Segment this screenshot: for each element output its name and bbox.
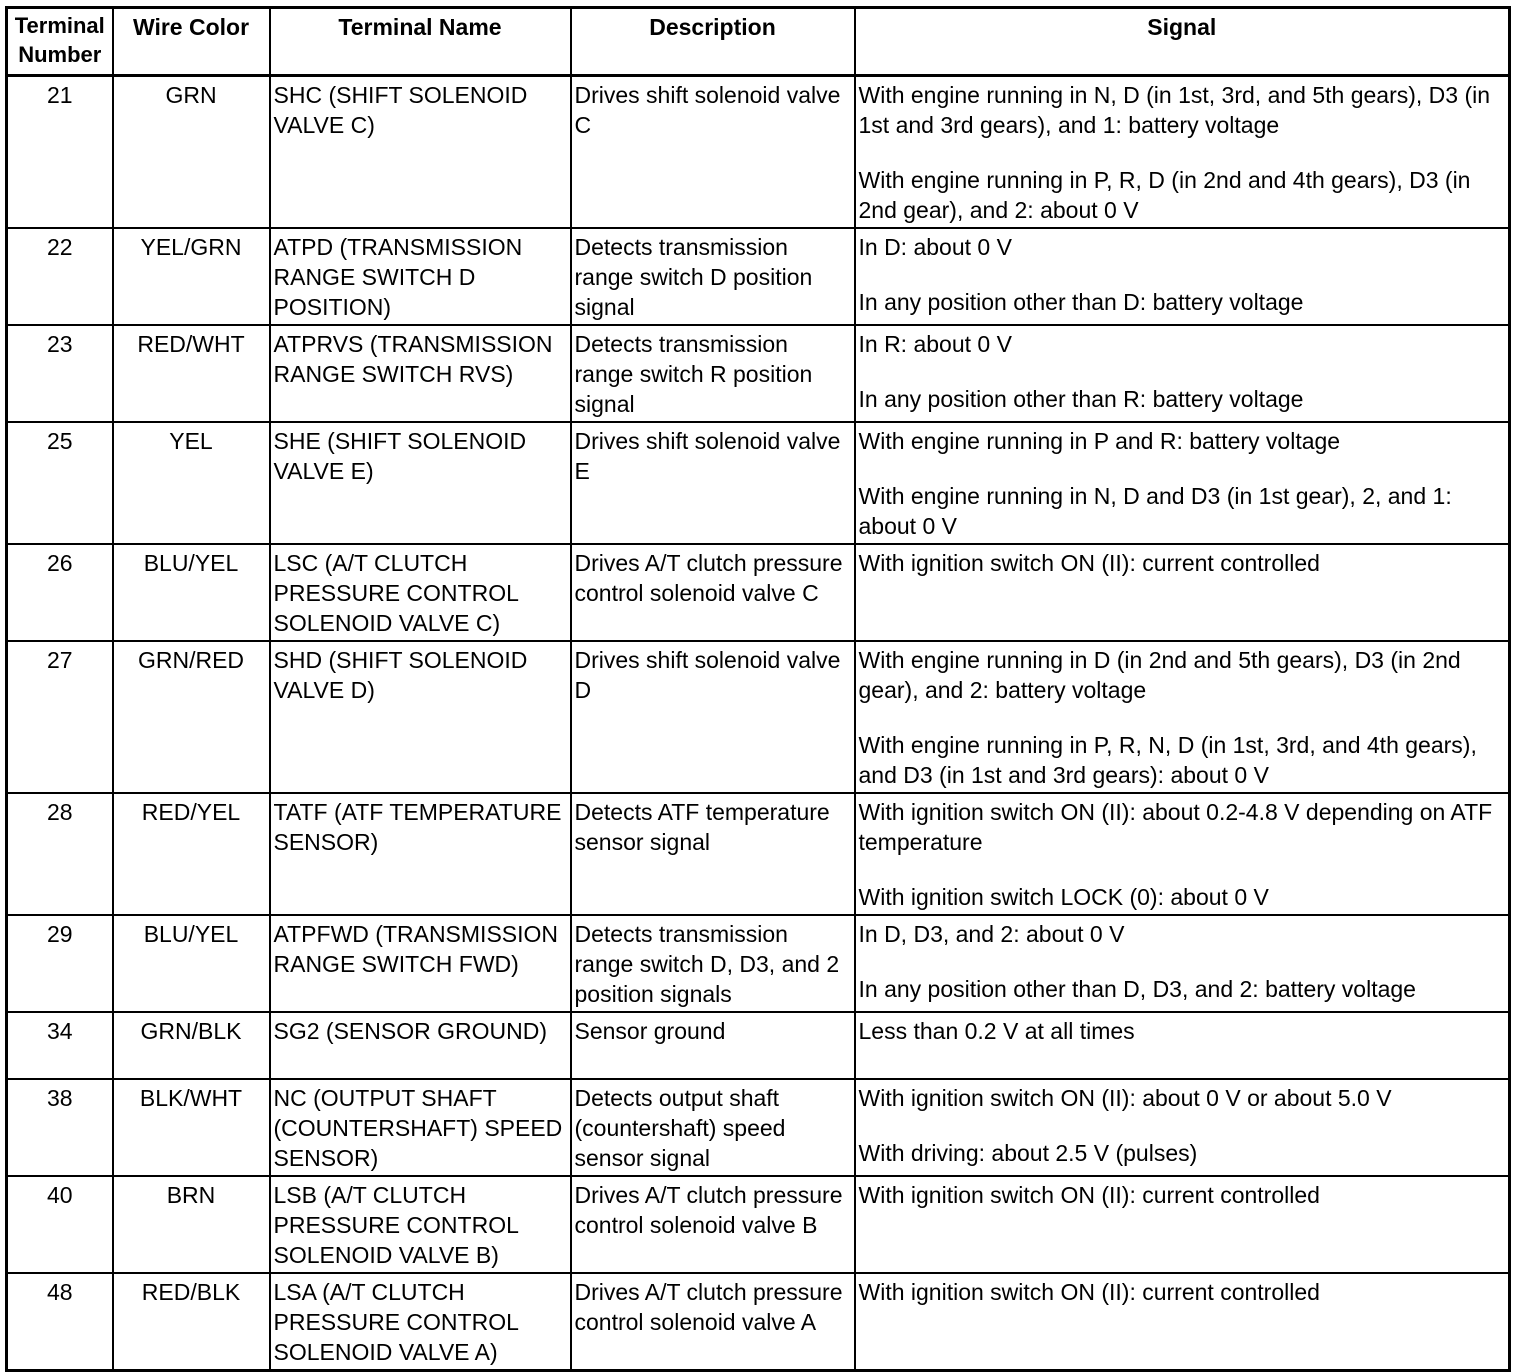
wire-color-cell: RED/YEL [113, 793, 270, 915]
description-cell: Drives shift solenoid valve D [571, 641, 855, 793]
signal-line: With driving: about 2.5 V (pulses) [858, 1140, 1198, 1166]
terminal-name-cell: LSB (A/T CLUTCH PRESSURE CONTROL SOLENOID VALVE B) [270, 1176, 571, 1273]
table-body [7, 76, 1510, 1371]
table-row [7, 641, 1510, 793]
terminal-name-cell: LSC (A/T CLUTCH PRESSURE CONTROL SOLENOID VALVE C) [270, 544, 571, 641]
wire-color-cell: GRN/BLK [113, 1012, 270, 1079]
terminal-number-cell: 26 [7, 544, 113, 641]
terminal-number-cell: 21 [7, 76, 113, 229]
wire-color-cell: YEL [113, 422, 270, 544]
table-row [7, 1079, 1510, 1176]
signal-line: Less than 0.2 V at all times [858, 1018, 1135, 1044]
signal-line: With ignition switch LOCK (0): about 0 V [858, 884, 1269, 910]
terminal-number-cell: 23 [7, 325, 113, 422]
wire-color-cell: RED/WHT [113, 325, 270, 422]
terminal-name-cell: ATPD (TRANSMISSION RANGE SWITCH D POSITION) [270, 228, 571, 325]
signal-line: With ignition switch ON (II): current controlled [858, 1182, 1320, 1208]
signal-line: With ignition switch ON (II): current controlled [858, 550, 1320, 576]
header-terminal-number [7, 8, 113, 76]
terminal-name-cell: SHE (SHIFT SOLENOID VALVE E) [270, 422, 571, 544]
terminal-name-cell: SHC (SHIFT SOLENOID VALVE C) [270, 76, 571, 229]
signal-cell [855, 1079, 1510, 1176]
table-row [7, 793, 1510, 915]
signal-cell [855, 1176, 1510, 1273]
table-row [7, 228, 1510, 325]
description-cell: Detects transmission range switch R position signal [571, 325, 855, 422]
wire-color-cell: BLK/WHT [113, 1079, 270, 1176]
signal-cell [855, 422, 1510, 544]
wire-color-cell: GRN/RED [113, 641, 270, 793]
wire-color-cell: GRN [113, 76, 270, 229]
signal-line: With ignition switch ON (II): current controlled [858, 1279, 1320, 1305]
description-cell: Drives A/T clutch pressure control solenoid valve A [571, 1273, 855, 1371]
signal-line: In R: about 0 V [858, 331, 1012, 357]
terminal-name-cell: LSA (A/T CLUTCH PRESSURE CONTROL SOLENOID VALVE A) [270, 1273, 571, 1371]
terminal-name-cell: ATPFWD (TRANSMISSION RANGE SWITCH FWD) [270, 915, 571, 1012]
wire-color-cell: BRN [113, 1176, 270, 1273]
terminal-number-cell: 40 [7, 1176, 113, 1273]
signal-line: In any position other than D: battery voltage [858, 289, 1304, 315]
terminal-number-cell: 29 [7, 915, 113, 1012]
header-signal: Signal [855, 8, 1510, 76]
header-wire-color: Wire Color [113, 8, 270, 76]
terminal-number-cell: 22 [7, 228, 113, 325]
header-terminal-number-line1: Terminal [14, 13, 105, 38]
terminal-number-cell: 27 [7, 641, 113, 793]
table-row [7, 544, 1510, 641]
signal-cell [855, 641, 1510, 793]
signal-line: With engine running in P, R, D (in 2nd and 4th gears), D3 (in 2nd gear), and 2: about 0 V [858, 167, 1471, 223]
signal-line: With engine running in D (in 2nd and 5th gears), D3 (in 2nd gear), and 2: battery voltage [858, 647, 1461, 703]
signal-line: With engine running in N, D and D3 (in 1st gear), 2, and 1: about 0 V [858, 483, 1452, 539]
description-cell: Drives A/T clutch pressure control solenoid valve C [571, 544, 855, 641]
table-row [7, 76, 1510, 229]
description-cell: Drives A/T clutch pressure control solenoid valve B [571, 1176, 855, 1273]
signal-cell [855, 1012, 1510, 1079]
signal-cell [855, 325, 1510, 422]
terminal-name-cell: TATF (ATF TEMPERATURE SENSOR) [270, 793, 571, 915]
signal-cell [855, 793, 1510, 915]
signal-line: With engine running in P and R: battery voltage [858, 428, 1341, 454]
signal-line: In D: about 0 V [858, 234, 1012, 260]
terminal-number-cell: 48 [7, 1273, 113, 1371]
header-description: Description [571, 8, 855, 76]
terminal-name-cell: ATPRVS (TRANSMISSION RANGE SWITCH RVS) [270, 325, 571, 422]
terminal-number-cell: 38 [7, 1079, 113, 1176]
table-row [7, 1012, 1510, 1079]
signal-line: With ignition switch ON (II): about 0 V or about 5.0 V [858, 1085, 1392, 1111]
table-header [7, 8, 1510, 76]
terminal-table [5, 6, 1511, 1372]
wire-color-cell: RED/BLK [113, 1273, 270, 1371]
wire-color-cell: YEL/GRN [113, 228, 270, 325]
signal-line: With engine running in P, R, N, D (in 1st, 3rd, and 4th gears), and D3 (in 1st and 3rd gears): about 0 V [858, 732, 1477, 788]
signal-line: In any position other than D, D3, and 2: battery voltage [858, 976, 1416, 1002]
signal-cell [855, 76, 1510, 229]
description-cell: Drives shift solenoid valve C [571, 76, 855, 229]
description-cell: Detects ATF temperature sensor signal [571, 793, 855, 915]
table-row [7, 1273, 1510, 1371]
description-cell: Drives shift solenoid valve E [571, 422, 855, 544]
terminal-number-cell: 28 [7, 793, 113, 915]
signal-line: With ignition switch ON (II): about 0.2-4.8 V depending on ATF temperature [858, 799, 1493, 855]
signal-cell [855, 1273, 1510, 1371]
header-row [7, 8, 1510, 76]
description-cell: Detects transmission range switch D, D3, and 2 position signals [571, 915, 855, 1012]
header-terminal-number-line2: Number [18, 42, 102, 67]
table-row [7, 1176, 1510, 1273]
terminal-name-cell: SHD (SHIFT SOLENOID VALVE D) [270, 641, 571, 793]
signal-line: In any position other than R: battery voltage [858, 386, 1304, 412]
header-terminal-name: Terminal Name [270, 8, 571, 76]
signal-cell [855, 544, 1510, 641]
table-row [7, 422, 1510, 544]
table-row [7, 915, 1510, 1012]
terminal-number-cell: 25 [7, 422, 113, 544]
wire-color-cell: BLU/YEL [113, 544, 270, 641]
table-row [7, 325, 1510, 422]
terminal-name-cell: SG2 (SENSOR GROUND) [270, 1012, 571, 1079]
description-cell: Detects output shaft (countershaft) speed sensor signal [571, 1079, 855, 1176]
signal-cell [855, 228, 1510, 325]
description-cell: Sensor ground [571, 1012, 855, 1079]
signal-line: In D, D3, and 2: about 0 V [858, 921, 1125, 947]
terminal-name-cell: NC (OUTPUT SHAFT (COUNTERSHAFT) SPEED SENSOR) [270, 1079, 571, 1176]
description-cell: Detects transmission range switch D position signal [571, 228, 855, 325]
signal-line: With engine running in N, D (in 1st, 3rd, and 5th gears), D3 (in 1st and 3rd gears), and 1: battery voltage [858, 82, 1491, 138]
signal-cell [855, 915, 1510, 1012]
terminal-number-cell: 34 [7, 1012, 113, 1079]
wire-color-cell: BLU/YEL [113, 915, 270, 1012]
